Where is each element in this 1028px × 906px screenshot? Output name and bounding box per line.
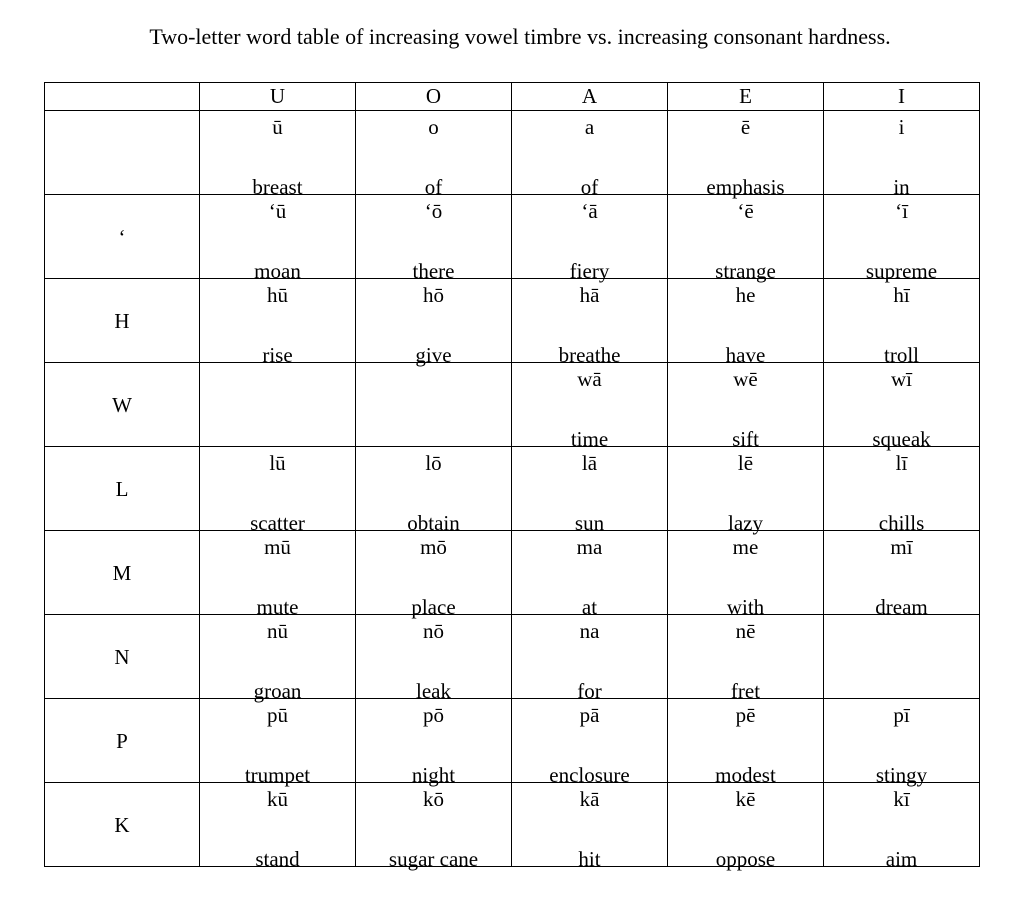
word-cell (668, 279, 824, 367)
word-gloss: place (411, 595, 456, 619)
word-form: lō (425, 451, 442, 475)
word-cell (200, 783, 356, 871)
word-cell (824, 531, 980, 619)
word-form: ‘ū (268, 199, 287, 223)
vowel-header-e: E (668, 83, 824, 111)
word-form: ‘ī (895, 199, 908, 223)
word-cell (668, 699, 824, 787)
word-cell (200, 699, 356, 787)
vowel-header-i: I (824, 83, 980, 111)
word-form: ē (740, 115, 751, 139)
word-gloss: mute (256, 595, 299, 619)
word-gloss: dream (875, 595, 928, 619)
word-cell (512, 447, 668, 535)
word-gloss: with (726, 595, 765, 619)
word-gloss: lazy (728, 511, 763, 535)
word-form: ‘ē (737, 199, 754, 223)
vowel-header-a: A (512, 83, 668, 111)
table-row (45, 699, 980, 783)
word-cell (824, 279, 980, 367)
word-gloss: supreme (865, 259, 938, 283)
word-gloss: scatter (250, 511, 305, 535)
word-cell (824, 111, 980, 199)
word-gloss: rise (262, 343, 293, 367)
word-cell (824, 615, 980, 699)
word-form: hō (423, 283, 444, 307)
consonant-header: N (45, 615, 200, 699)
word-cell (824, 195, 980, 283)
word-gloss: sift (732, 427, 759, 451)
table-row (45, 195, 980, 279)
consonant-header: K (45, 783, 200, 867)
word-gloss: of (580, 175, 599, 199)
word-gloss: emphasis (706, 175, 785, 199)
table-row (45, 111, 980, 195)
word-form: mō (420, 535, 447, 559)
word-form: lī (895, 451, 908, 475)
word-gloss: of (424, 175, 443, 199)
word-cell (668, 363, 824, 451)
word-gloss: time (570, 427, 609, 451)
word-cell (200, 447, 356, 535)
word-cell (668, 783, 824, 871)
word-form: nō (423, 619, 444, 643)
word-cell (512, 363, 668, 451)
consonant-header: P (45, 699, 200, 783)
word-form: pā (579, 703, 600, 727)
word-gloss: have (725, 343, 766, 367)
word-cell (200, 279, 356, 367)
word-cell (512, 195, 668, 283)
word-gloss: groan (253, 679, 302, 703)
word-form: nē (735, 619, 756, 643)
table-row (45, 783, 980, 867)
word-form: mū (264, 535, 291, 559)
word-gloss: troll (884, 343, 919, 367)
word-gloss: modest (715, 763, 776, 787)
word-gloss: sugar cane (388, 847, 479, 871)
word-form: wē (733, 367, 758, 391)
word-cell (200, 111, 356, 199)
word-cell (356, 783, 512, 871)
word-form: wī (891, 367, 912, 391)
word-cell (668, 615, 824, 703)
consonant-header: W (45, 363, 200, 447)
word-gloss: oppose (715, 847, 776, 871)
word-gloss: enclosure (549, 763, 630, 787)
word-cell (668, 447, 824, 535)
word-gloss: hit (578, 847, 601, 871)
word-gloss: give (415, 343, 452, 367)
word-form: a (584, 115, 595, 139)
word-cell (356, 699, 512, 787)
word-cell (356, 447, 512, 535)
word-form: na (579, 619, 600, 643)
word-cell (356, 615, 512, 703)
word-gloss: night (411, 763, 456, 787)
word-gloss: moan (254, 259, 301, 283)
word-gloss: breathe (558, 343, 621, 367)
word-form: lū (269, 451, 286, 475)
word-cell (356, 111, 512, 199)
word-gloss: stand (255, 847, 300, 871)
consonant-header: ‘ (45, 195, 200, 279)
word-form: lē (737, 451, 754, 475)
word-cell (200, 615, 356, 703)
word-cell (356, 531, 512, 619)
vowel-header-u: U (200, 83, 356, 111)
word-form: lā (581, 451, 598, 475)
vowel-header-o: O (356, 83, 512, 111)
word-cell (512, 531, 668, 619)
word-form: pū (267, 703, 288, 727)
word-cell (356, 363, 512, 447)
word-form: pē (735, 703, 756, 727)
word-cell (512, 111, 668, 199)
word-gloss: aim (885, 847, 918, 871)
word-gloss: at (581, 595, 598, 619)
word-form: ma (576, 535, 603, 559)
word-cell (668, 195, 824, 283)
word-form: hī (893, 283, 910, 307)
word-gloss: strange (715, 259, 776, 283)
word-form: wā (577, 367, 602, 391)
word-cell (512, 279, 668, 367)
word-gloss: in (893, 175, 910, 199)
word-cell (824, 699, 980, 787)
word-gloss: chills (878, 511, 925, 535)
word-form: kā (579, 787, 600, 811)
word-form: me (732, 535, 759, 559)
consonant-header: H (45, 279, 200, 363)
word-gloss: leak (416, 679, 451, 703)
word-form: he (735, 283, 756, 307)
word-form: pī (893, 703, 910, 727)
word-cell (512, 615, 668, 703)
vowel-header-row (45, 83, 980, 111)
word-gloss: squeak (872, 427, 931, 451)
word-form: hū (267, 283, 288, 307)
word-form: nū (267, 619, 288, 643)
word-form: ‘ā (581, 199, 598, 223)
table-row (45, 279, 980, 363)
word-form: i (898, 115, 905, 139)
word-cell (512, 783, 668, 871)
word-form: mī (890, 535, 913, 559)
corner-cell (45, 83, 200, 111)
word-cell (356, 195, 512, 283)
word-gloss: sun (574, 511, 605, 535)
consonant-header: L (45, 447, 200, 531)
word-gloss: obtain (407, 511, 460, 535)
word-form: ‘ō (424, 199, 443, 223)
two-letter-word-table (44, 82, 980, 871)
word-form: kē (735, 787, 756, 811)
word-form: hā (579, 283, 600, 307)
table-row (45, 531, 980, 615)
word-gloss: for (577, 679, 602, 703)
word-cell (668, 111, 824, 199)
word-gloss: trumpet (244, 763, 311, 787)
word-cell (512, 699, 668, 787)
table-row (45, 363, 980, 447)
word-gloss: stingy (875, 763, 928, 787)
word-gloss: breast (252, 175, 303, 199)
word-form: kū (267, 787, 288, 811)
word-gloss: fiery (569, 259, 610, 283)
word-gloss: there (412, 259, 455, 283)
word-form: ū (272, 115, 283, 139)
word-form: o (428, 115, 439, 139)
word-cell (200, 195, 356, 283)
table-row (45, 615, 980, 699)
word-cell (200, 531, 356, 619)
consonant-header (45, 111, 200, 195)
table-row (45, 447, 980, 531)
word-cell (668, 531, 824, 619)
word-cell (356, 279, 512, 367)
word-form: kō (423, 787, 444, 811)
word-cell (824, 363, 980, 451)
word-cell (200, 363, 356, 447)
word-form: pō (423, 703, 444, 727)
word-gloss: fret (730, 679, 761, 703)
word-cell (824, 783, 980, 871)
word-form: kī (893, 787, 910, 811)
consonant-header: M (45, 531, 200, 615)
word-cell (824, 447, 980, 535)
table-caption: Two-letter word table of increasing vowel timbre vs. increasing consonant hardness. (149, 24, 891, 49)
